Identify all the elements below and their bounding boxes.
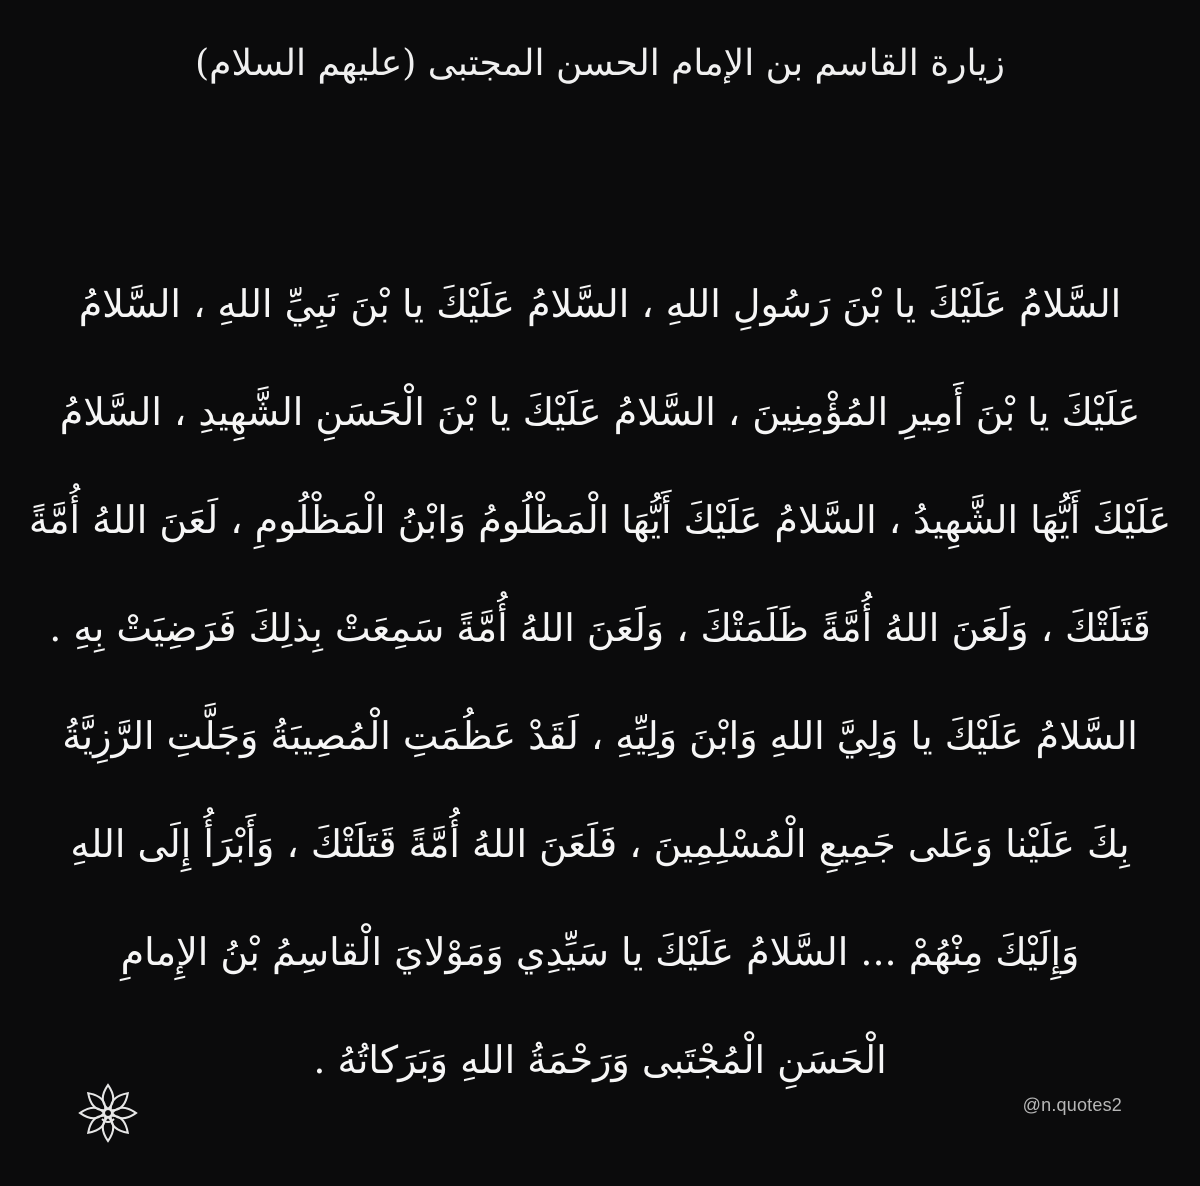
- text-line: عَلَيْكَ يا بْنَ أَمِيرِ المُؤْمِنِينَ ، السَّلامُ عَلَيْكَ يا بْنَ الْحَسَنِ الشَّهِيدِ ، السَّلامُ: [59, 389, 1141, 434]
- text-line: قَتَلَتْكَ ، وَلَعَنَ اللهُ أُمَّةً ظَلَمَتْكَ ، وَلَعَنَ اللهُ أُمَّةً سَمِعَتْ بِذلِكَ فَرَضِيَتْ بِهِ .: [49, 605, 1151, 650]
- text-line: السَّلامُ عَلَيْكَ يا وَلِيَّ اللهِ وَابْنَ وَلِيِّهِ ، لَقَدْ عَظُمَتِ الْمُصِيبَةُ وَجَلَّتِ الرَّزِيَّةُ: [62, 713, 1138, 758]
- text-line: السَّلامُ عَلَيْكَ يا بْنَ رَسُولِ اللهِ ، السَّلامُ عَلَيْكَ يا بْنَ نَبِيِّ اللهِ ، السَّلامُ: [78, 281, 1122, 326]
- text-line: عَلَيْكَ أَيُّهَا الشَّهِيدُ ، السَّلامُ عَلَيْكَ أَيُّهَا الْمَظْلُومُ وَابْنُ الْمَظْلُومِ ، لَعَنَ اللهُ أُمَّةً: [28, 497, 1172, 542]
- post-title: زيارة القاسم بن الإمام الحسن المجتبى (عليهم السلام): [195, 43, 1005, 84]
- text-line: وَإِلَيْكَ مِنْهُمْ ... السَّلامُ عَلَيْكَ يا سَيِّدِي وَمَوْلايَ الْقاسِمُ بْنُ الإِمامِ: [120, 929, 1080, 974]
- flower-logo-icon: [76, 1081, 140, 1145]
- account-handle: @n.quotes2: [1022, 1095, 1122, 1115]
- text-line: الْحَسَنِ الْمُجْتَبى وَرَحْمَةُ اللهِ وَبَرَكاتُهُ .: [313, 1037, 887, 1082]
- text-line: بِكَ عَلَيْنا وَعَلى جَمِيعِ الْمُسْلِمِينَ ، فَلَعَنَ اللهُ أُمَّةً قَتَلَتْكَ ، وَأَبْرَأُ إِلَى اللهِ: [70, 821, 1130, 866]
